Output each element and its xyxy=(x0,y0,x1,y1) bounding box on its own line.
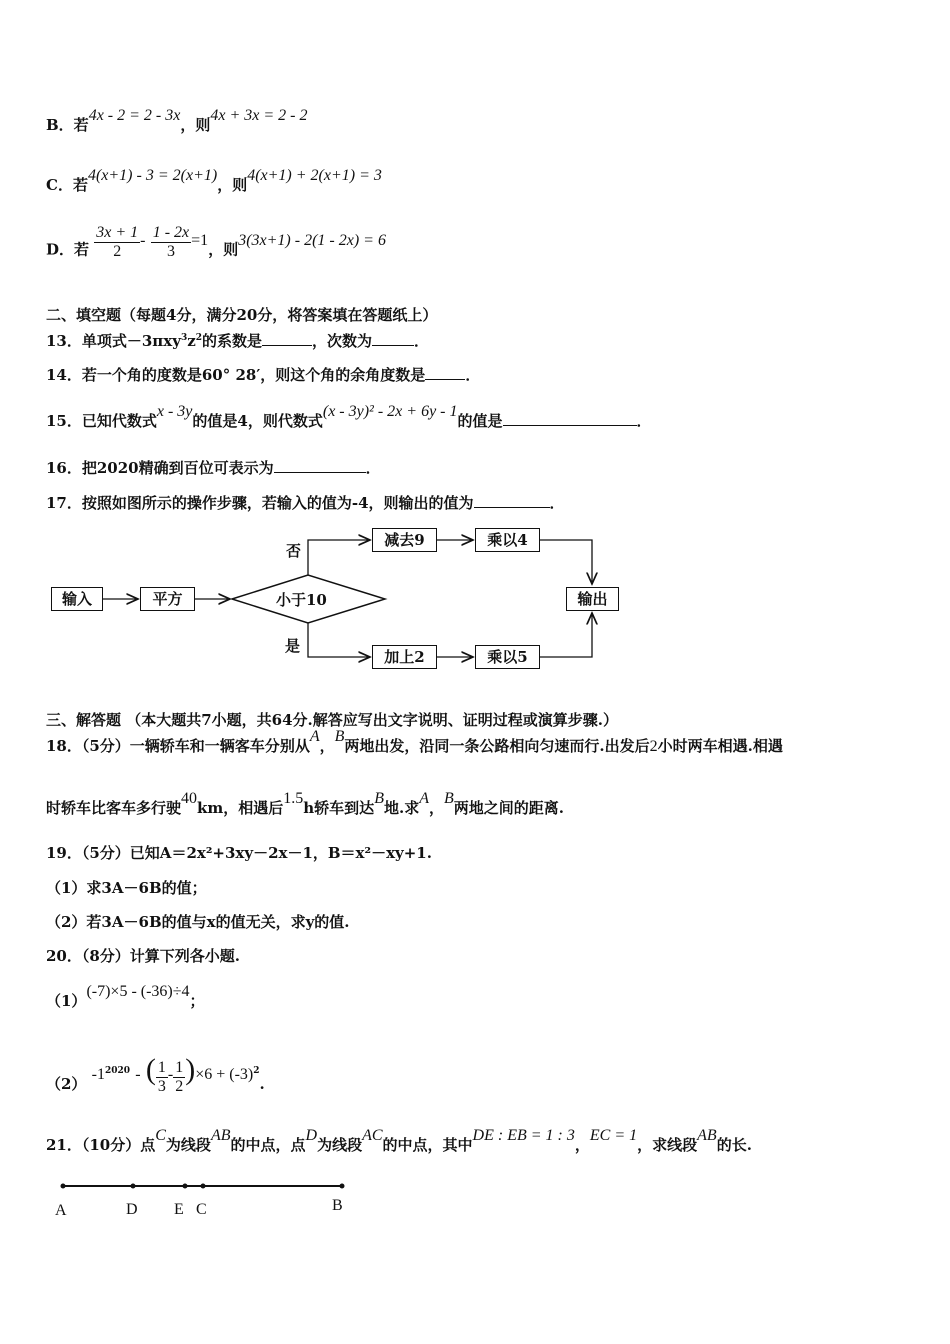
option-d-equals-one: =1 xyxy=(191,231,209,249)
q20-p2-exp: 2020 xyxy=(105,1066,131,1076)
q20-p2-open-paren: ( xyxy=(145,1053,156,1086)
q18-point-a-2: A xyxy=(419,790,429,807)
arrow-decision-no xyxy=(308,540,370,575)
q13-exp-2: 2 xyxy=(195,333,203,343)
segment-point-d xyxy=(131,1184,136,1189)
segment-point-b xyxy=(340,1184,345,1189)
section-2-title: 二、填空题（每题4分，满分20分，将答案填在答题纸上） xyxy=(46,306,438,324)
segment-point-e xyxy=(183,1184,188,1189)
fraction-2-denominator: 3 xyxy=(166,243,175,260)
q20-p2-close-paren: ) xyxy=(185,1053,196,1086)
question-20-part-1 xyxy=(46,983,205,1011)
q20-p2-end: . xyxy=(259,1075,265,1093)
segment-label-c: C xyxy=(196,1201,207,1218)
q18-point-b-2: B xyxy=(374,790,384,807)
q20-p2-frac-1 xyxy=(156,1059,168,1096)
q21-text-d: 为线段 xyxy=(317,1136,363,1154)
q21-text-c: 的中点，点 xyxy=(230,1136,306,1154)
segment-label-a: A xyxy=(55,1202,67,1219)
question-18-line-1 xyxy=(46,728,783,756)
q17-end: ． xyxy=(549,494,565,512)
q20-p2-inner-minus: - xyxy=(167,1066,174,1083)
q21-ec-value: EC = 1 xyxy=(589,1127,638,1144)
q18-forty: 40 xyxy=(181,790,198,807)
segment-label-d: D xyxy=(126,1201,138,1218)
q21-comma: ， xyxy=(574,1136,590,1154)
arrow-decision-yes xyxy=(308,623,370,657)
q21-text-f: ，求线段 xyxy=(637,1136,698,1154)
q18-one-five: 1.5 xyxy=(283,790,304,807)
q18-text-e: km，相遇后 xyxy=(197,799,284,817)
question-20-stem: 20．（8分）计算下列各小题. xyxy=(46,947,241,965)
flow-decision-label: 小于10 xyxy=(276,591,327,609)
flow-add2-box: 加上2 xyxy=(372,645,437,669)
q14-text: 14．若一个角的度数是60° 28′，则这个角的余角度数是 xyxy=(46,366,426,384)
segment-point-c xyxy=(201,1184,206,1189)
segment-point-a xyxy=(61,1184,66,1189)
q15-end: ． xyxy=(636,412,652,430)
q15-text-a: 15．已知代数式 xyxy=(46,412,157,430)
q20-p2-tail: ×6 + (-3) xyxy=(195,1066,254,1083)
q20-p1-expr: (-7)×5 - (-36)÷4 xyxy=(86,983,190,1000)
option-d-then: ，则 xyxy=(208,240,239,259)
option-c-eq2: 4(x+1) + 2(x+1) = 3 xyxy=(247,167,382,184)
option-b-label: B．若 xyxy=(46,116,89,134)
option-c-label: C．若 xyxy=(46,176,88,194)
q13-text-b: z xyxy=(187,332,196,350)
q14-end: ． xyxy=(465,366,481,384)
frac-2-den: 2 xyxy=(175,1077,184,1095)
q18-text-d: 时轿车比客车多行驶 xyxy=(46,799,182,817)
q13-text-d: ，次数为 xyxy=(312,332,373,350)
q16-text: 16．把2020精确到百位可表示为 xyxy=(46,459,274,477)
flow-mul5-box: 乘以5 xyxy=(475,645,540,669)
q13-text-a: 13．单项式－3πxy xyxy=(46,332,181,350)
q15-text-b: 的值是4，则代数式 xyxy=(192,412,323,430)
option-c-then: ，则 xyxy=(217,176,248,194)
option-c-eq1: 4(x+1) - 3 = 2(x+1) xyxy=(87,167,218,184)
q18-comma-2: ， xyxy=(428,799,444,817)
q21-text-e: 的中点，其中 xyxy=(382,1136,473,1154)
option-d-eq2: 3(3x+1) - 2(1 - 2x) = 6 xyxy=(238,231,386,249)
q21-point-d: D xyxy=(305,1127,318,1144)
segment-diagram xyxy=(0,1170,950,1230)
flow-mul4-box: 乘以4 xyxy=(475,528,540,552)
q20-p2-frac-2 xyxy=(173,1059,185,1096)
q18-text-b: 两地出发，沿同一条公路相向匀速而行.出发后 xyxy=(344,737,650,755)
q20-p2-square: 2 xyxy=(253,1066,260,1076)
fraction-2-numerator: 1 - 2x xyxy=(152,224,190,241)
q17-text: 17．按照如图所示的操作步骤，若输入的值为-4，则输出的值为 xyxy=(46,494,474,512)
section-3-title: 三、解答题 （本大题共7小题，共64分.解答应写出文字说明、证明过程或演算步骤.） xyxy=(46,711,618,729)
q18-point-a: A xyxy=(309,728,320,745)
q18-two: 2 xyxy=(649,738,658,755)
flow-yes-label: 是 xyxy=(285,637,301,655)
q18-point-b: B xyxy=(334,728,345,745)
q20-p1-label: （1） xyxy=(46,992,87,1010)
segment-label-b: B xyxy=(332,1197,343,1214)
q20-p2-label: （2） xyxy=(46,1075,87,1093)
q21-text-b: 为线段 xyxy=(165,1136,211,1154)
flow-no-label: 否 xyxy=(286,542,302,560)
option-d-minus: - xyxy=(140,231,146,249)
q18-text-a: 18．（5分）一辆轿车和一辆客车分别从 xyxy=(46,737,310,755)
fraction-1-denominator: 2 xyxy=(113,243,122,260)
q15-text-c: 的值是 xyxy=(457,412,503,430)
fraction-1-numerator: 3x + 1 xyxy=(96,224,139,241)
question-19-stem: 19．（5分）已知A＝2x²+3xy－2x－1，B＝x²－xy+1. xyxy=(46,844,432,862)
q20-p2-neg-one: -1 xyxy=(91,1066,105,1083)
frac-1-num: 1 xyxy=(157,1058,166,1076)
q21-text-a: 21．（10分）点 xyxy=(46,1136,156,1154)
frac-1-den: 3 xyxy=(157,1077,166,1095)
flow-sub9-box: 减去9 xyxy=(372,528,437,552)
frac-2-num: 1 xyxy=(175,1058,184,1076)
option-b-eq1: 4x - 2 = 2 - 3x xyxy=(88,107,181,124)
question-18-line-2 xyxy=(46,790,565,818)
question-19-part-1: （1）求3A－6B的值； xyxy=(46,879,207,897)
q20-p1-end: ； xyxy=(189,992,205,1010)
q13-exp-3: 3 xyxy=(180,333,188,343)
question-20-part-2 xyxy=(46,1053,265,1104)
option-b-eq2: 4x + 3x = 2 - 2 xyxy=(210,107,308,124)
arrow-mul5-output xyxy=(540,613,592,657)
q13-text-e: ． xyxy=(414,332,430,350)
option-d-label: D．若 xyxy=(46,240,90,259)
q21-point-c: C xyxy=(155,1127,166,1144)
q18-text-h: 两地之间的距离. xyxy=(453,799,565,817)
q21-segment-ac: AC xyxy=(362,1127,383,1144)
flow-output-box: 输出 xyxy=(566,587,619,611)
flow-input-box: 输入 xyxy=(51,587,103,611)
q18-comma-1: ， xyxy=(319,737,335,755)
q16-end: ． xyxy=(365,459,381,477)
option-b-then: ，则 xyxy=(180,116,211,134)
q21-text-g: 的长. xyxy=(716,1136,752,1154)
q18-point-b-3: B xyxy=(444,790,454,807)
q15-expr-2: (x - 3y)² - 2x + 6y - 1 xyxy=(322,403,458,420)
q18-text-g: 地.求 xyxy=(383,799,420,817)
q15-expr-1: x - 3y xyxy=(156,403,193,420)
q20-p2-minus: - xyxy=(135,1066,141,1083)
question-19-part-2: （2）若3A－6B的值与x的值无关，求y的值. xyxy=(46,913,350,931)
q21-segment-ab-2: AB xyxy=(697,1127,717,1144)
arrow-mul4-output xyxy=(540,540,592,584)
question-21 xyxy=(46,1127,752,1155)
segment-label-e: E xyxy=(174,1201,184,1218)
q18-text-f: h轿车到达 xyxy=(303,799,375,817)
q21-ratio: DE : EB = 1 : 3 xyxy=(472,1127,575,1144)
q18-text-c: 小时两车相遇.相遇 xyxy=(657,737,783,755)
q13-text-c: 的系数是 xyxy=(202,332,263,350)
flow-square-box: 平方 xyxy=(140,587,195,611)
q21-segment-ab: AB xyxy=(210,1127,231,1144)
